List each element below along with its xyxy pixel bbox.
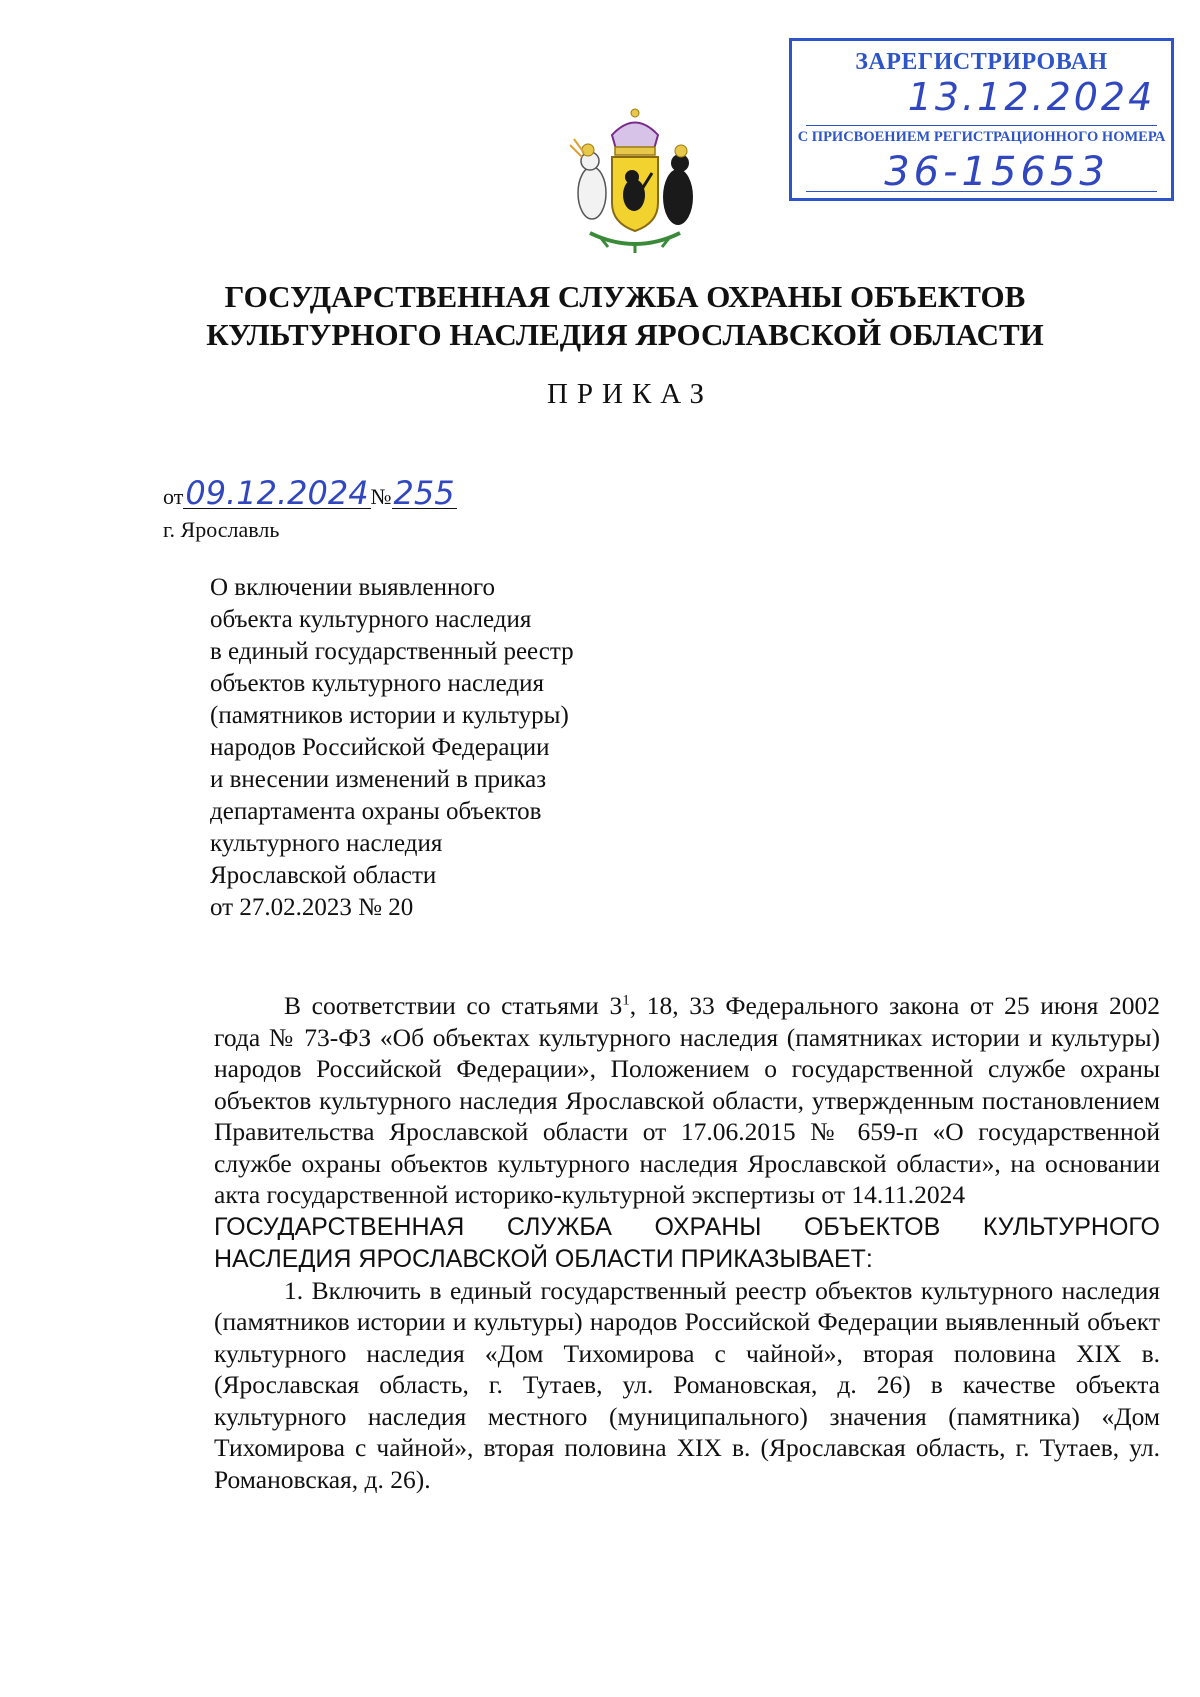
- stamp-title: ЗАРЕГИСТРИРОВАН: [855, 49, 1108, 75]
- city: г. Ярославль: [163, 517, 280, 542]
- registration-stamp: [789, 38, 1174, 201]
- subject-line: объекта культурного наследия: [210, 606, 532, 633]
- subject-line: и внесении изменений в приказ: [210, 766, 547, 793]
- subject-line: (памятников истории и культуры): [210, 702, 569, 729]
- yaroslavl-coat-of-arms-icon: [560, 105, 710, 255]
- order-body: [214, 990, 1160, 1495]
- organization-name: [150, 278, 1100, 354]
- stamp-date: 13.12.2024: [907, 75, 1156, 119]
- stamp-subtitle: С ПРИСВОЕНИЕМ РЕГИСТРАЦИОННОГО НОМЕРА: [797, 129, 1166, 145]
- order-phrase: ГОСУДАРСТВЕННАЯ СЛУЖБА ОХРАНЫ ОБЪЕКТОВ КУЛЬТУРНОГО НАСЛЕДИЯ ЯРОСЛАВСКОЙ ОБЛАСТИ ПРИКАЗЫВАЕТ:: [214, 1212, 1160, 1273]
- order-date: 09.12.2024: [185, 474, 369, 512]
- subject-line: О включении выявленного: [210, 574, 496, 601]
- stamp-number: 36-15653: [884, 149, 1109, 195]
- subject-line: народов Российской Федерации: [210, 734, 550, 761]
- subject-line: Ярославской области: [210, 862, 437, 889]
- subject-line: культурного наследия: [210, 830, 443, 857]
- preamble-superscript: 1: [622, 992, 630, 1009]
- preamble-rest: , 18, 33 Федерального закона от 25 июня 2002 года № 73-ФЗ «Об объектах культурного наследия (памятниках истории и культуры) народов Российской Федерации», Положением о государственной службе охраны объектов культурного наследия Ярославской области, утвержденным постановлением Правительства Ярославской области от 17.06.2015 № 659-п «О государственной службе охраны объектов культурного наследия Ярославской области», на основании акта государственной историко-культурной экспертизы от 14.11.2024: [214, 991, 1160, 1209]
- organization-name-line: ГОСУДАРСТВЕННАЯ СЛУЖБА ОХРАНЫ ОБЪЕКТОВ: [224, 279, 1026, 314]
- document-type: ПРИКАЗ: [546, 378, 714, 410]
- subject-line: департамента охраны объектов: [210, 798, 542, 825]
- order-item-1: 1. Включить в единый государственный реестр объектов культурного наследия (памятников истории и культуры) народов Российской Федерации выявленный объект культурного наследия «Дом Тихомирова с чайной», вторая половина XIX в. (Ярославская область, г. Тутаев, ул. Романовская, д. 26) в качестве объекта культурного наследия местного (муниципального) значения (памятника) «Дом Тихомирова с чайной», вторая половина XIX в. (Ярославская область, г. Тутаев, ул. Романовская, д. 26).: [214, 1275, 1160, 1494]
- subject-line: объектов культурного наследия: [210, 670, 544, 697]
- subject-line: в единый государственный реестр: [210, 638, 574, 665]
- preamble-start: В соответствии со статьями 3: [284, 991, 623, 1020]
- subject-line: от 27.02.2023 № 20: [210, 894, 414, 921]
- order-subject: [210, 572, 680, 924]
- stamp-divider: [806, 125, 1157, 126]
- number-label: №: [370, 484, 392, 509]
- order-date-number: [163, 474, 457, 512]
- order-number: 255: [393, 474, 455, 512]
- preamble: [214, 990, 1160, 1211]
- from-label: от: [163, 484, 184, 509]
- organization-name-line: КУЛЬТУРНОГО НАСЛЕДИЯ ЯРОСЛАВСКОЙ ОБЛАСТИ: [206, 317, 1044, 352]
- stamp-divider: [806, 191, 1157, 192]
